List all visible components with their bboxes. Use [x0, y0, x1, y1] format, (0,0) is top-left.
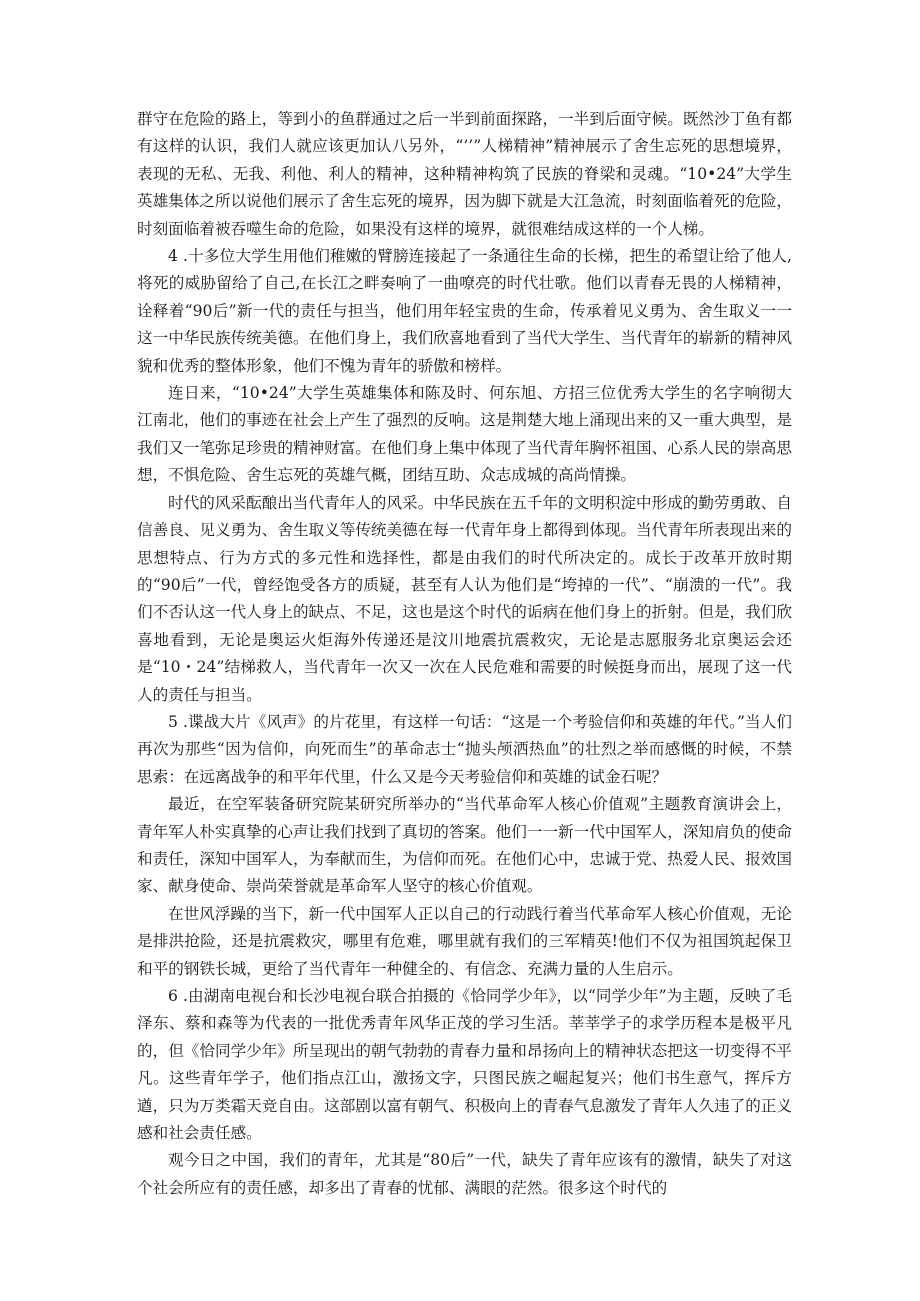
paragraph-4: 时代的风采酝酿出当代青年人的风采。中华民族在五千年的文明积淀中形成的勤劳勇敢、自信善良、见义勇为、舍生取义等传统美德在每一代青年身上都得到体现。当代青年所表现出来的思想特点、行为方式的多元性和选择性，都是由我们的时代所决定的。成长于改革开放时期的“90后”一代，曾经饱受各方的质疑，甚至有人认为他们是“垮掉的一代”、“崩溃的一代”。我们不否认这一代人身上的缺点、不足，这也是这个时代的诟病在他们身上的折射。但是，我们欣喜地看到，无论是奥运火炬海外传递还是汶川地震抗震救灾，无论是志愿服务北京奥运会还是“10・24”结梯救人，当代青年一次又一次在人民危难和需要的时候挺身而出，展现了这一代人的责任与担当。	[137, 493, 792, 704]
paragraph-1: 群守在危险的路上，等到小的鱼群通过之后一半到前面探路，一半到后面守候。既然沙丁鱼有都有这样的认识，我们人就应该更加认八另外，“’’”人梯精神”精神展示了舍生忘死的思想境界，表现的无私、无我、利他、利人的精神，这种精神构筑了民族的脊梁和灵魂。“10•24”大学生英雄集体之所以说他们展示了舍生忘死的境界，因为脚下就是大江急流，时刻面临着死的危险，时刻面临着被吞噬生命的危险，如果没有这样的境界，就很难结成这样的一个人梯。	[137, 110, 792, 238]
paragraph-8: 6 .由湖南电视台和长沙电视台联合拍摄的《恰同学少年》，以“同学少年”为主题，反映了毛泽东、蔡和森等为代表的一批优秀青年风华正茂的学习生活。莘莘学子的求学历程本是极平凡的，但《恰同学少年》所呈现出的朝气勃勃的青春力量和昂扬向上的精神状态把这一切变得不平凡。这些青年学子，他们指点江山，激扬文字，只图民族之崛起复兴；他们书生意气，挥斥方遒，只为万类霜天竞自由。这部剧以富有朝气、积极向上的青春气息激发了青年人久违了的正义感和社会责任感。	[137, 987, 792, 1143]
paragraph-7: 在世风浮躁的当下，新一代中国军人正以自己的行动践行着当代革命军人核心价值观，无论是排洪抢险，还是抗震救灾，哪里有危难，哪里就有我们的三军精英!他们不仅为祖国筑起保卫和平的钢铁长城，更给了当代青年一种健全的、有信念、充满力量的人生启示。	[137, 904, 792, 978]
paragraph-6: 最近，在空军装备研究院某研究所举办的“当代革命军人核心价值观”主题教育演讲会上，青年军人朴实真挚的心声让我们找到了真切的答案。他们一一新一代中国军人，深知肩负的使命和责任，深知中国军人，为奉献而生，为信仰而死。在他们心中，忠诚于党、热爱人民、报效国家、献身使命、崇尚荣誉就是革命军人坚守的核心价值观。	[137, 795, 792, 896]
document-body	[137, 106, 792, 1202]
paragraph-3: 连日来，“10•24”大学生英雄集体和陈及时、何东旭、方招三位优秀大学生的名字响彻大江南北，他们的事迹在社会上产生了强烈的反响。这是荆楚大地上涌现出来的又一重大典型，是我们又一笔弥足珍贵的精神财富。在他们身上集中体现了当代青年胸怀祖国、心系人民的崇高思想，不惧危险、舍生忘死的英雄气概，团结互助、众志成城的高尚情操。	[137, 384, 792, 485]
paragraph-5: 5 .谍战大片《风声》的片花里，有这样一句话：“这是一个考验信仰和英雄的年代。”当人们再次为那些“因为信仰，向死而生”的革命志士“抛头颅洒热血”的壮烈之举而感慨的时候，不禁思索：在远离战争的和平年代里，什么又是今天考验信仰和英雄的试金石呢？	[137, 712, 792, 786]
paragraph-2: 4 .十多位大学生用他们稚嫩的臂膀连接起了一条通往生命的长梯，把生的希望让给了他人,将死的威胁留给了自己,在长江之畔奏响了一曲嘹亮的时代壮歌。他们以青春无畏的人梯精神，诠释着“90后”新一代的责任与担当，他们用年轻宝贵的生命，传承着见义勇为、舍生取义一一这一中华民族传统美德。在他们身上，我们欣喜地看到了当代大学生、当代青年的崭新的精神风貌和优秀的整体形象，他们不愧为青年的骄傲和榜样。	[137, 247, 792, 375]
paragraph-9: 观今日之中国，我们的青年，尤其是“80后”一代，缺失了青年应该有的激情，缺失了对这个社会所应有的责任感，却多出了青春的忧郁、满眼的茫然。很多这个时代的	[137, 1151, 792, 1197]
